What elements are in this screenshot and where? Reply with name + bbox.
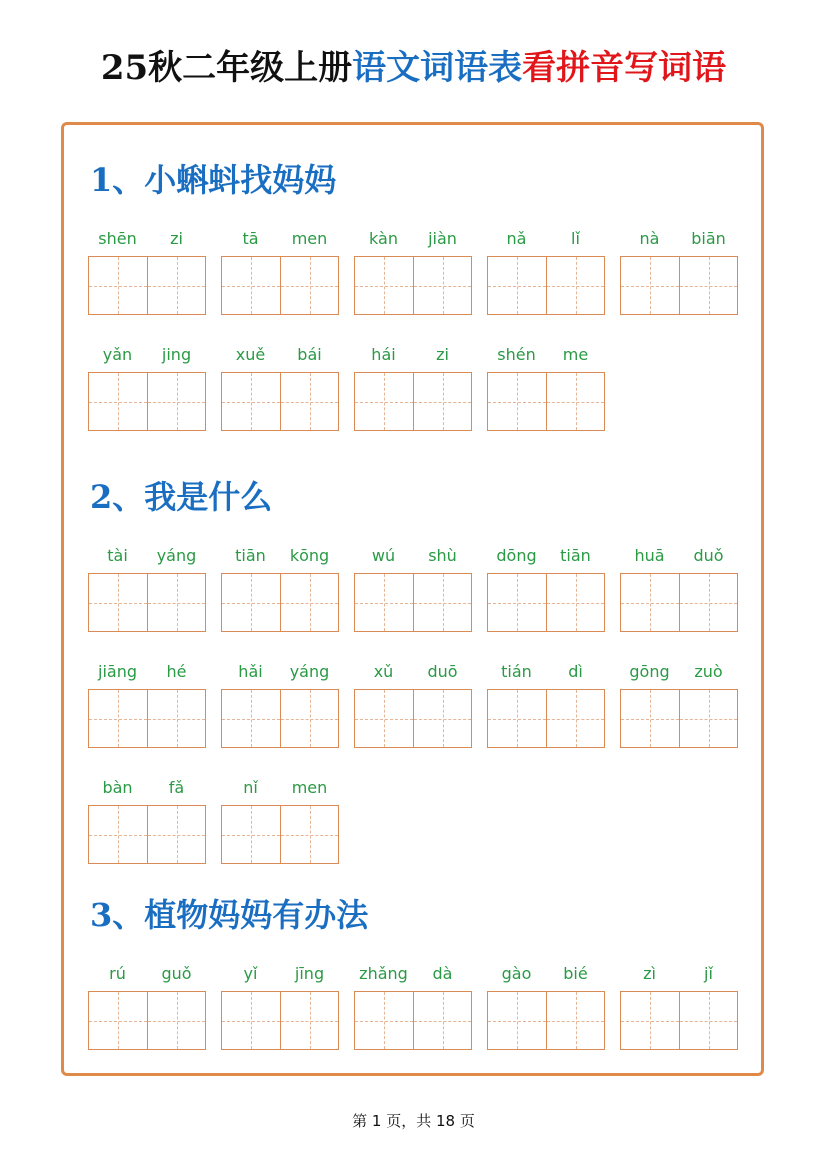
pinyin-label: bàn <box>102 778 133 797</box>
title-task: 看拼音写词语 <box>522 48 727 88</box>
tianzige-cell[interactable] <box>89 373 147 430</box>
tianzige-cell[interactable] <box>222 257 280 314</box>
tianzige-cell[interactable] <box>679 690 737 747</box>
tianzige-cell[interactable] <box>621 257 679 314</box>
tianzige-cell[interactable] <box>546 574 604 631</box>
pinyin-label: xuě <box>235 345 266 364</box>
pinyin-label: xǔ <box>373 662 394 681</box>
tianzige-box-pair[interactable] <box>221 372 339 431</box>
tianzige-cell[interactable] <box>413 992 471 1049</box>
tianzige-box-pair[interactable] <box>354 372 472 431</box>
tianzige-cell[interactable] <box>89 257 147 314</box>
pinyin-label: nǎ <box>506 229 527 248</box>
tianzige-cell[interactable] <box>222 373 280 430</box>
pinyin-label: jǐ <box>704 964 713 983</box>
tianzige-cell[interactable] <box>147 992 205 1049</box>
page-footer: 第 1 页，共 18 页 <box>352 1112 475 1130</box>
pinyin-label: me <box>562 345 589 364</box>
pinyin-label: jiàn <box>428 229 457 248</box>
tianzige-cell[interactable] <box>488 992 546 1049</box>
tianzige-cell[interactable] <box>222 806 280 863</box>
tianzige-box-pair[interactable] <box>221 991 339 1050</box>
pinyin-label: zi <box>170 229 183 248</box>
tianzige-box-pair[interactable] <box>620 689 738 748</box>
pinyin-label: jīng <box>294 964 325 983</box>
tianzige-box-pair[interactable] <box>354 991 472 1050</box>
tianzige-cell[interactable] <box>355 992 413 1049</box>
pinyin-label: gào <box>501 964 532 983</box>
tianzige-box-pair[interactable] <box>487 256 605 315</box>
tianzige-cell[interactable] <box>488 690 546 747</box>
tianzige-cell[interactable] <box>147 257 205 314</box>
tianzige-box-pair[interactable] <box>620 256 738 315</box>
tianzige-box-pair[interactable] <box>221 805 339 864</box>
title-grade: 25秋二年级上册 <box>100 48 353 88</box>
pinyin-label: men <box>291 229 328 248</box>
section-heading: 1、小蝌蚪找妈妈 <box>90 161 337 199</box>
tianzige-box-pair[interactable] <box>354 573 472 632</box>
tianzige-cell[interactable] <box>355 257 413 314</box>
tianzige-cell[interactable] <box>355 373 413 430</box>
tianzige-box-pair[interactable] <box>88 689 206 748</box>
tianzige-cell[interactable] <box>147 806 205 863</box>
tianzige-box-pair[interactable] <box>88 805 206 864</box>
pinyin-label: duō <box>427 662 458 681</box>
pinyin-label: yǐ <box>243 964 258 983</box>
tianzige-box-pair[interactable] <box>620 991 738 1050</box>
pinyin-label: tài <box>107 546 128 565</box>
pinyin-label: jing <box>161 345 192 364</box>
tianzige-box-pair[interactable] <box>88 256 206 315</box>
pinyin-label: hái <box>371 345 396 364</box>
pinyin-label: bié <box>563 964 588 983</box>
section-heading: 2、我是什么 <box>90 478 273 516</box>
pinyin-label: hé <box>166 662 187 681</box>
tianzige-cell[interactable] <box>679 992 737 1049</box>
tianzige-cell[interactable] <box>546 257 604 314</box>
tianzige-cell[interactable] <box>488 257 546 314</box>
tianzige-cell[interactable] <box>355 574 413 631</box>
pinyin-label: hǎi <box>238 662 263 681</box>
pinyin-label: bái <box>297 345 322 364</box>
tianzige-cell[interactable] <box>89 690 147 747</box>
tianzige-box-pair[interactable] <box>354 689 472 748</box>
pinyin-label: zhǎng <box>359 964 408 983</box>
tianzige-box-pair[interactable] <box>221 256 339 315</box>
tianzige-cell[interactable] <box>222 574 280 631</box>
tianzige-box-pair[interactable] <box>88 991 206 1050</box>
tianzige-cell[interactable] <box>488 373 546 430</box>
tianzige-cell[interactable] <box>546 690 604 747</box>
tianzige-box-pair[interactable] <box>487 372 605 431</box>
pinyin-label: dà <box>432 964 453 983</box>
tianzige-box-pair[interactable] <box>221 573 339 632</box>
tianzige-cell[interactable] <box>147 690 205 747</box>
pinyin-label: zuò <box>694 662 723 681</box>
tianzige-cell[interactable] <box>621 992 679 1049</box>
tianzige-cell[interactable] <box>280 690 338 747</box>
pinyin-label: zi <box>436 345 449 364</box>
tianzige-box-pair[interactable] <box>221 689 339 748</box>
tianzige-cell[interactable] <box>621 690 679 747</box>
pinyin-label: guǒ <box>161 964 192 983</box>
pinyin-label: biān <box>691 229 726 248</box>
pinyin-label: gōng <box>629 662 670 681</box>
pinyin-label: tā <box>242 229 259 248</box>
tianzige-cell[interactable] <box>546 373 604 430</box>
tianzige-cell[interactable] <box>280 574 338 631</box>
tianzige-box-pair[interactable] <box>487 573 605 632</box>
pinyin-label: jiāng <box>98 662 137 681</box>
pinyin-label: dōng <box>496 546 537 565</box>
pinyin-label: kōng <box>289 546 330 565</box>
tianzige-cell[interactable] <box>546 992 604 1049</box>
tianzige-box-pair[interactable] <box>354 256 472 315</box>
tianzige-cell[interactable] <box>355 690 413 747</box>
pinyin-label: tián <box>501 662 532 681</box>
pinyin-label: shù <box>428 546 457 565</box>
pinyin-label: dì <box>568 662 583 681</box>
tianzige-cell[interactable] <box>413 257 471 314</box>
tianzige-cell[interactable] <box>280 373 338 430</box>
section-heading: 3、植物妈妈有办法 <box>90 896 369 934</box>
tianzige-cell[interactable] <box>413 690 471 747</box>
tianzige-cell[interactable] <box>147 373 205 430</box>
pinyin-label: men <box>291 778 328 797</box>
tianzige-box-pair[interactable] <box>487 689 605 748</box>
pinyin-label: nǐ <box>243 778 258 797</box>
tianzige-box-pair[interactable] <box>620 573 738 632</box>
tianzige-cell[interactable] <box>413 574 471 631</box>
pinyin-label: shén <box>497 345 536 364</box>
tianzige-cell[interactable] <box>280 992 338 1049</box>
pinyin-label: lǐ <box>571 229 580 248</box>
page-title <box>0 44 827 92</box>
tianzige-cell[interactable] <box>280 257 338 314</box>
pinyin-label: nà <box>639 229 660 248</box>
tianzige-box-pair[interactable] <box>88 573 206 632</box>
tianzige-cell[interactable] <box>222 690 280 747</box>
tianzige-cell[interactable] <box>89 806 147 863</box>
pinyin-label: kàn <box>369 229 398 248</box>
tianzige-cell[interactable] <box>679 257 737 314</box>
pinyin-label: rú <box>109 964 126 983</box>
tianzige-box-pair[interactable] <box>487 991 605 1050</box>
tianzige-cell[interactable] <box>89 574 147 631</box>
tianzige-box-pair[interactable] <box>88 372 206 431</box>
title-subject: 语文词语表 <box>352 48 523 88</box>
tianzige-cell[interactable] <box>488 574 546 631</box>
pinyin-label: shēn <box>98 229 137 248</box>
pinyin-label: zì <box>643 964 656 983</box>
pinyin-label: tiān <box>235 546 266 565</box>
pinyin-label: yáng <box>156 546 197 565</box>
tianzige-cell[interactable] <box>621 574 679 631</box>
pinyin-label: duǒ <box>693 546 724 565</box>
pinyin-label: yǎn <box>102 345 133 364</box>
tianzige-cell[interactable] <box>222 992 280 1049</box>
tianzige-cell[interactable] <box>89 992 147 1049</box>
pinyin-label: yáng <box>289 662 330 681</box>
pinyin-label: huā <box>634 546 665 565</box>
pinyin-label: tiān <box>560 546 591 565</box>
tianzige-cell[interactable] <box>413 373 471 430</box>
tianzige-cell[interactable] <box>679 574 737 631</box>
tianzige-cell[interactable] <box>147 574 205 631</box>
pinyin-label: fǎ <box>168 778 185 797</box>
tianzige-cell[interactable] <box>280 806 338 863</box>
pinyin-label: wú <box>371 546 396 565</box>
